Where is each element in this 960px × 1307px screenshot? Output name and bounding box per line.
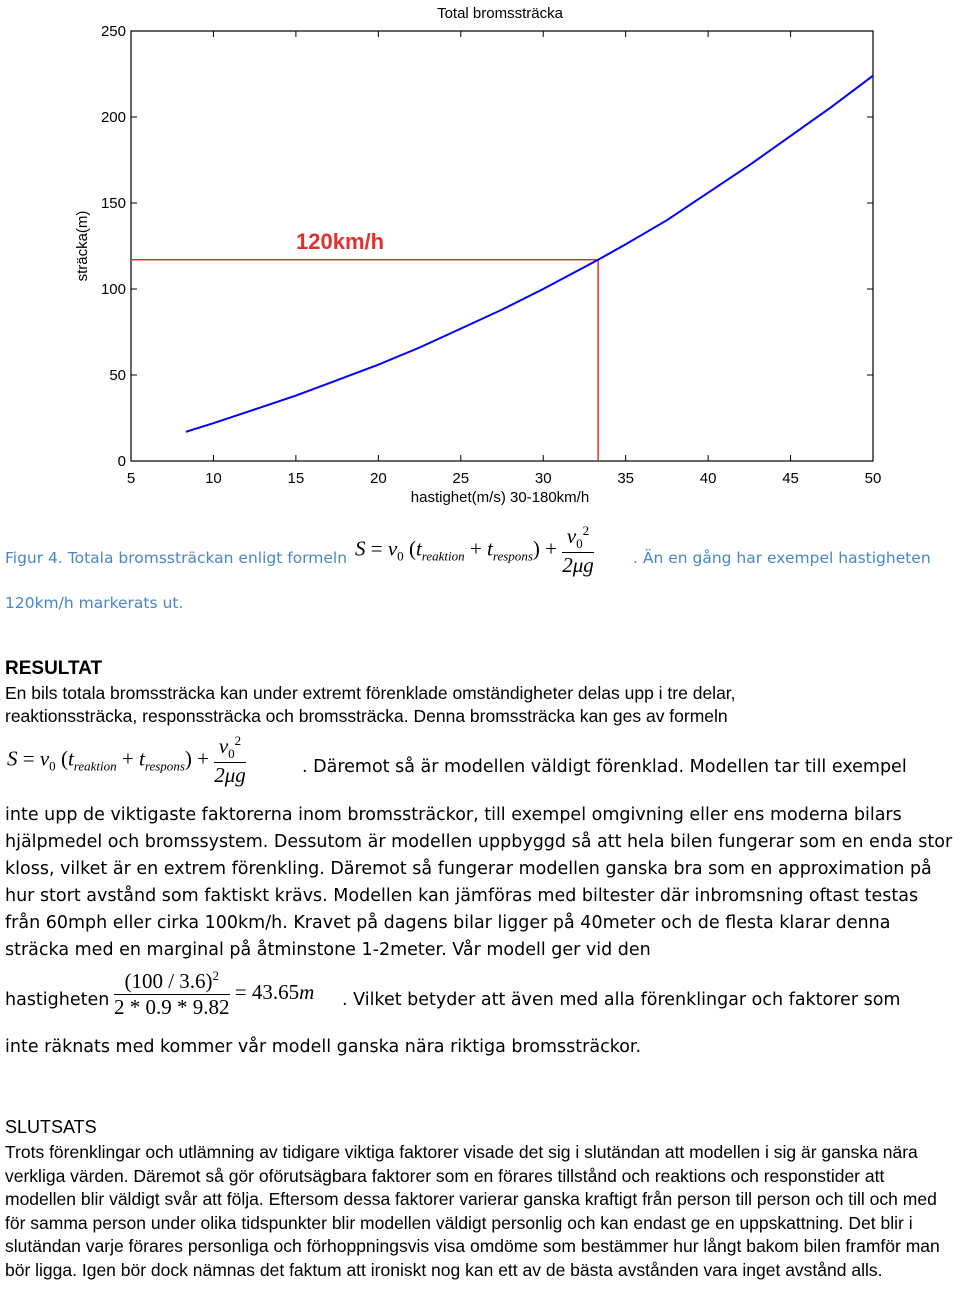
y-tick-label: 250	[100, 23, 126, 40]
x-tick-label: 40	[699, 470, 717, 487]
x-tick-label: 50	[864, 470, 882, 487]
chart-title: Total bromssträcka	[437, 5, 563, 22]
resultat-after-formula: . Däremot så är modellen väldigt förenklad. Modellen tar till exempel	[302, 757, 907, 777]
resultat-line2: reaktionssträcka, responssträcka och bromssträcka. Denna bromssträcka kan ges av formeln	[5, 706, 728, 726]
plot-area	[131, 31, 873, 461]
resultat-paragraph: inte upp de viktigaste faktorerna inom bromssträckor, till exempel omgivning eller ens moderna bilars hjälpmedel och bromssystem. Dessutom är modellen uppbyggd så att hela bilen fungerar som en enda stor kloss, vilket är en extrem förenkling. Däremot så fungerar modellen ganska bra som en approximation på hur stort avstånd som faktiskt krävs. Modellen kan jämföras med biltester där inbromsning oftast testas från 60mph eller cirka 100km/h. Kravet på dagens bilar ligger på 40meter och de flesta klarar denna sträcka med en marginal på åtminstone 1-2meter. Vår modell ger vid den	[5, 805, 953, 960]
x-tick-label: 30	[534, 470, 552, 487]
braking-distance-chart	[0, 0, 960, 520]
x-tick-label: 5	[126, 470, 136, 487]
x-tick-label: 10	[205, 470, 222, 487]
y-tick-label: 100	[100, 281, 126, 298]
x-axis-label: hastighet(m/s) 30-180km/h	[410, 489, 590, 506]
y-axis-label: sträcka(m)	[74, 210, 91, 282]
calculation-formula: $\frac{(100 / 3.6)^2}{2 * 0.9 * 9.82}$ = 43.65m	[114, 968, 315, 1019]
resultat-formula: $S = v_0$ $(t_{reaktion} + t_{respons})$ + $\frac{v_0^2}{2\mu g}$	[7, 733, 246, 788]
caption-line2: 120km/h markerats ut.	[5, 594, 184, 612]
y-tick-label: 200	[100, 109, 126, 126]
annotation-label: 120km/h	[296, 229, 385, 254]
x-tick-label: 20	[369, 470, 387, 487]
y-tick-label: 0	[117, 453, 126, 470]
y-tick-label: 50	[109, 367, 126, 384]
resultat-last-line: inte räknats med kommer vår modell ganska nära riktiga bromssträckor.	[5, 1037, 642, 1057]
slutsats-paragraph: Trots förenklingar och utlämning av tidigare viktiga faktorer visade det sig i slutändan att modellen i sig är ganska nära verkliga värden. Däremot så gör oförutsägbara faktorer som en förares tillstånd och reaktions och responstider att modellen blir väldigt svår att följa. Eftersom dessa faktorer varierar ganska kraftigt från person till person och till och med för samma person under olika tidspunkter blir modellen väldigt personlig och kan endast ge en uppskattning. Det blir i slutändan varje förares personliga och förhoppningsvis visa omdöme som bestämmer hur långt bakom bilen framför man bör ligga. Igen bör dock nämnas det faktum att ironiskt nog kan ett av de bästa avstånden vara inget avstånd alls.	[5, 1142, 940, 1280]
x-tick-label: 35	[617, 470, 635, 487]
caption-formula: $S = v_0$ $(t_{reaktion} + t_{respons})$ + $\frac{v_0^2}{2\mu g}$	[355, 523, 594, 578]
y-tick-label: 150	[100, 195, 126, 212]
resultat-line1: En bils totala bromssträcka kan under extremt förenklade omständigheter delas upp i tre delar,	[5, 683, 736, 703]
caption-tail: . Än en gång har exempel hastigheten	[633, 549, 931, 567]
x-tick-label: 15	[287, 470, 305, 487]
caption-lead: Figur 4. Totala bromssträckan enligt formeln	[5, 549, 348, 567]
resultat-heading: RESULTAT	[5, 658, 103, 679]
x-tick-label: 25	[452, 470, 470, 487]
x-tick-label: 45	[782, 470, 799, 487]
slutsats-heading: SLUTSATS	[5, 1117, 97, 1137]
